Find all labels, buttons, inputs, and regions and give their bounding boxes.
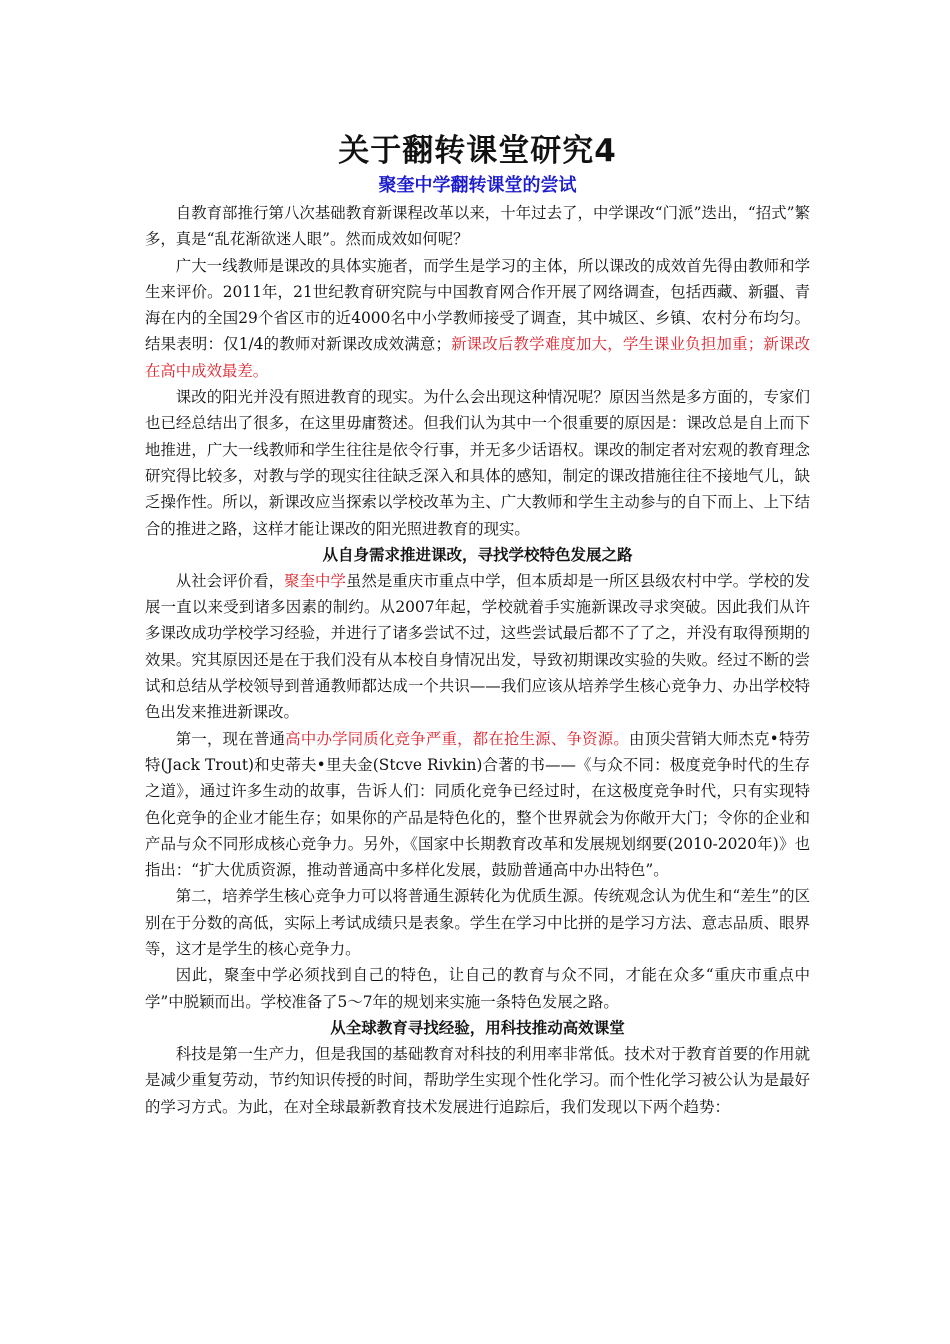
paragraph-school: [145, 568, 810, 726]
survey-highlight: 新课改后教学难度加大，学生课业负担加重；新课改在高中成效最差。: [145, 335, 810, 380]
paragraph-intro: 自教育部推行第八次基础教育新课程改革以来，十年过去了，中学课改“门派”迭出，“招式”繁多，真是“乱花渐欲迷人眼”。然而成效如何呢？: [145, 204, 810, 249]
paragraph-second: 第二，培养学生核心竞争力可以将普通生源转化为优质生源。传统观念认为优生和“差生”的区别在于分数的高低，实际上考试成绩只是表象。学生在学习中比拼的是学习方法、意志品质、眼界等，这才是学生的核心竞争力。: [145, 887, 810, 959]
section-heading-2: 从全球教育寻找经验，用科技推动高效课堂: [330, 1018, 625, 1037]
school-name-highlight: 聚奎中学: [284, 571, 346, 590]
page-subtitle: 聚奎中学翻转课堂的尝试: [378, 175, 577, 196]
paragraph-reason: 课改的阳光并没有照进教育的现实。为什么会出现这种情况呢？原因当然是多方面的，专家们也已经总结出了很多，在这里毋庸赘述。但我们认为其中一个很重要的原因是：课改总是自上而下地推进，广大一线教师和学生往往是依令行事，并无多少话语权。课改的制定者对宏观的教育理念研究得比较多，对教与学的现实往往缺乏深入和具体的感知，制定的课改措施往往不接地气儿，缺乏操作性。所以，新课改应当探索以学校改革为主、广大教师和学生主动参与的自下而上、上下结合的推进之路，这样才能让课改的阳光照进教育的现实。: [145, 388, 810, 538]
school-text-c: 虽然是重庆市重点中学，但本质却是一所区县级农村中学。学校的发展一直以来受到诸多因素的制约。从2007年起，学校就着手实施新课改寻求突破。因此我们从许多课改成功学校学习经验，并进行了诸多尝试不过，这些尝试最后都不了了之，并没有取得预期的效果。究其原因还是在于我们没有从本校自身情况出发，导致初期课改实验的失败。经过不断的尝试和总结从学校领导到普通教师都达成一个共识——我们应该从培养学生核心竞争力、办出学校特色出发来推进新课改。: [145, 571, 810, 722]
document-page: [145, 128, 810, 1120]
paragraph-therefore: 因此，聚奎中学必须找到自己的特色，让自己的教育与众不同，才能在众多“重庆市重点中学”中脱颖而出。学校准备了5～7年的规划来实施一条特色发展之路。: [145, 966, 810, 1011]
paragraph-technology: 科技是第一生产力，但是我国的基础教育对科技的利用率非常低。技术对于教育首要的作用就是减少重复劳动，节约知识传授的时间，帮助学生实现个性化学习。而个性化学习被公认为是最好的学习方式。为此，在对全球最新教育技术发展进行追踪后，我们发现以下两个趋势：: [145, 1044, 810, 1116]
survey-text: 广大一线教师是课改的具体实施者，而学生是学习的主体，所以课改的成效首先得由教师和学生来评价。2011年，21世纪教育研究院与中国教育网合作开展了网络调查，包括西藏、新疆、青海在内的全国29个省区市的近4000名中小学教师接受了调查，其中城区、乡镇、农村分布均匀。结果表明：仅1/4的教师对新课改成效满意；: [145, 256, 810, 354]
page-title: 关于翻转课堂研究4: [338, 133, 617, 169]
first-text-a: 第一，现在普通: [175, 729, 286, 748]
paragraph-first: [145, 726, 810, 884]
first-highlight: 高中办学同质化竞争严重，都在抢生源、争资源。: [285, 729, 629, 748]
first-text-c: 由顶尖营销大师杰克•特劳特(Jack Trout)和史蒂夫•里夫金(Stcve Rivkin)合著的书——《与众不同：极度竞争时代的生存之道》，通过许多生动的故事，告诉人们：同质化竞争已经过时，在这极度竞争时代，只有实现特色化竞争的企业才能生存；如果你的产品是特色化的，整个世界就会为你敞开大门；令你的企业和产品与众不同形成核心竞争力。另外，《国家中长期教育改革和发展规划纲要(2010-2020年)》也指出：“扩大优质资源，推动普通高中多样化发展，鼓励普通高中办出特色”。: [145, 729, 810, 880]
paragraph-survey: [145, 253, 810, 384]
school-text-a: 从社会评价看，: [175, 571, 285, 590]
section-heading-1: 从自身需求推进课改，寻找学校特色发展之路: [322, 545, 633, 564]
